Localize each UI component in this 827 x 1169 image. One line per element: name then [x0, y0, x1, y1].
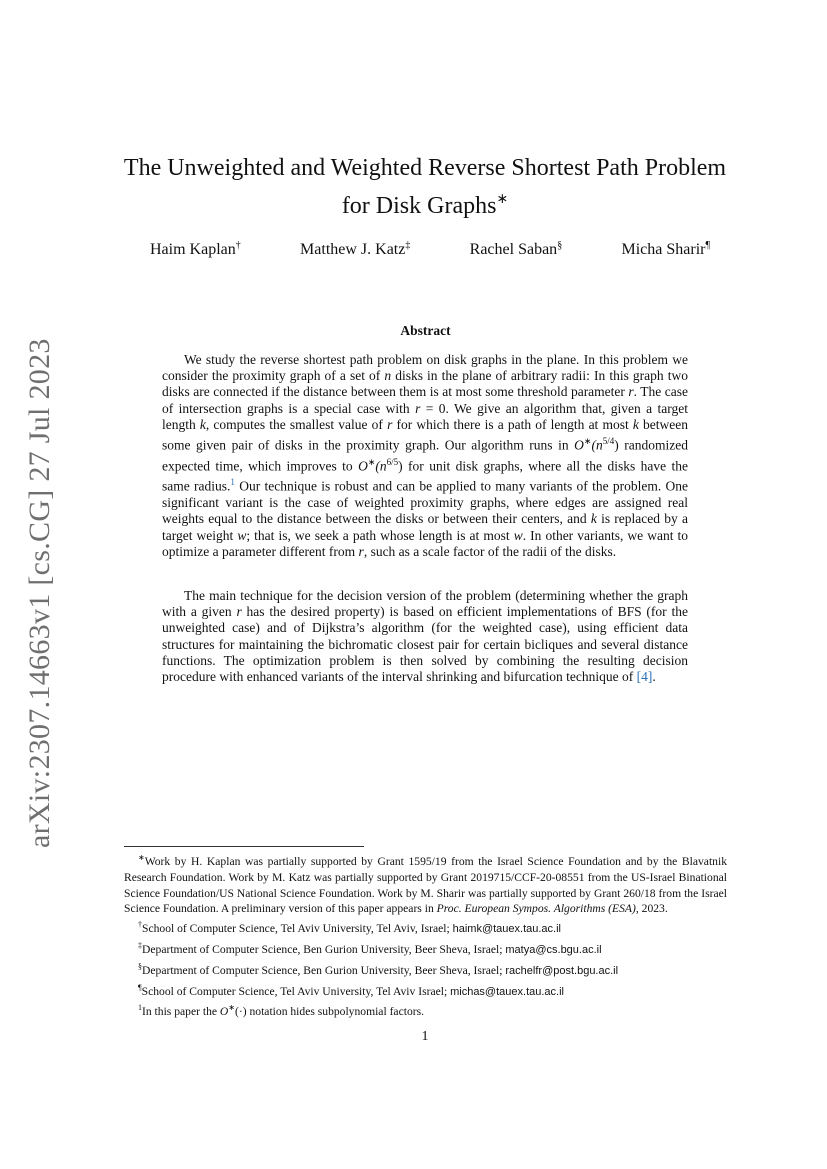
footnote-mark: 1: [138, 1003, 142, 1013]
abstract-paragraph-1: [162, 352, 688, 560]
footnote-mark: †: [138, 920, 142, 930]
math-var: (n: [375, 458, 387, 474]
text-run: .: [652, 669, 656, 685]
footnote-text: notation hides subpolynomial factors.: [246, 1005, 425, 1019]
footnote-affiliation: [124, 938, 727, 959]
text-run: = 0. We give an algorithm that, given a target length: [162, 400, 688, 432]
author-mark: ¶: [705, 240, 710, 251]
footnote-venue: Proc. European Sympos. Algorithms (ESA): [436, 902, 636, 916]
math-var: w: [237, 527, 247, 543]
author-name: Haim Kaplan: [150, 241, 236, 258]
text-run: disks in the plane of arbitrary radii: In this graph two disks are connected if the distance between them is at most some threshold parameter: [162, 368, 688, 400]
footnote-divider: [124, 846, 364, 847]
author: [300, 240, 410, 259]
math-var: O: [574, 437, 584, 453]
math-sup: ∗: [583, 436, 592, 447]
text-run: Our technique is robust and can be applied to many variants of the problem. One significant variant is the case of weighted proximity graphs, where edges are assigned real weights equal to the distance between the disks or between their centers, and: [162, 478, 688, 527]
text-run: ; that is, we seek a path whose length is at most: [246, 527, 514, 543]
math-var: k: [199, 416, 206, 432]
math-var: w: [513, 527, 523, 543]
text-run: for which there is a path of length at most: [392, 416, 633, 432]
email-address: rachelfr@post.bgu.ac.il: [505, 964, 619, 977]
footnote-affiliation: [124, 959, 727, 980]
math-var: n: [384, 368, 392, 384]
math-var: r: [387, 416, 393, 432]
email-address: matya@cs.bgu.ac.il: [505, 943, 602, 956]
email-address: michas@tauex.tau.ac.il: [450, 985, 564, 998]
math-var: k: [590, 511, 597, 527]
abstract-heading: Abstract: [400, 323, 451, 338]
author: [621, 240, 710, 259]
math-var: O: [219, 1005, 229, 1019]
author-mark: §: [557, 240, 563, 251]
author-name: Matthew J. Katz: [300, 241, 406, 258]
footnote-text: , 2023.: [635, 902, 668, 916]
math-sup: 6/5: [386, 456, 399, 467]
math-paren: ): [614, 437, 619, 453]
author-mark: ‡: [405, 240, 411, 251]
footnotes: [124, 850, 727, 1020]
footnote-link[interactable]: 1: [230, 477, 235, 488]
footnote-mark: ¶: [138, 982, 142, 992]
text-run: The main technique for the decision version of the problem (determining whether the graph with a given: [162, 588, 688, 620]
footnote-mark: ‡: [138, 940, 142, 950]
email-address: haimk@tauex.tau.ac.il: [452, 923, 561, 936]
text-run: . The case of intersection graphs is a special case with: [162, 384, 688, 416]
footnote-text: School of Computer Science, Tel Aviv University, Tel Aviv Israel;: [141, 984, 451, 998]
footnote-text: Department of Computer Science, Ben Gurion University, Beer Sheva, Israel;: [142, 963, 506, 977]
math-sup: ∗: [367, 456, 376, 467]
math-paren: ): [398, 458, 403, 474]
footnote-text: In this paper the: [142, 1005, 220, 1019]
author-list: [150, 240, 710, 259]
footnote-affiliation: [124, 980, 727, 1001]
text-run: , such as a scale factor of the radii of the disks.: [363, 543, 617, 559]
text-run: We study the reverse shortest path problem on disk graphs in the plane. In this problem we consider the proximity graph of a set of: [162, 352, 688, 384]
author-name: Micha Sharir: [621, 241, 706, 258]
paper-title: [100, 152, 750, 222]
abstract-paragraph-2: [162, 588, 688, 685]
footnote-mark: §: [138, 961, 142, 971]
math-var: r: [358, 543, 364, 559]
math-var: r: [415, 400, 421, 416]
footnote-funding: [124, 850, 727, 917]
footnote-text: Work by H. Kaplan was partially supported by Grant 1595/19 from the Israel Science Foundation and by the Blavatnik Research Foundation. Work by M. Katz was partially supported by Grant 2019715/CCF-20-08551 from the US-Israel Binational Science Foundation/US National Science Foundation. Work by M. Sharir was partially supported by Grant 260/18 from the Israel Science Foundation. A preliminary version of this paper appears in: [124, 855, 727, 916]
author: [150, 240, 241, 259]
footnote-notation: [124, 1000, 727, 1020]
math-sup: ∗: [228, 1003, 235, 1013]
math-var: O: [358, 458, 368, 474]
title-line-1: The Unweighted and Weighted Reverse Shortest Path Problem: [123, 155, 727, 181]
text-run: is replaced by a target weight: [162, 511, 688, 543]
author-mark: †: [235, 240, 241, 251]
title-line-2: [100, 184, 750, 222]
text-run: between some given pair of disks in the proximity graph. Our algorithm runs in: [162, 416, 688, 453]
footnote-affiliation: [124, 917, 727, 938]
arxiv-side-label: arXiv:2307.14663v1 [cs.CG] 27 Jul 2023: [23, 338, 56, 848]
math-sup: 5/4: [602, 436, 615, 447]
footnote-mark: ∗: [138, 853, 145, 862]
page-number: 1: [421, 1029, 429, 1044]
math-var: k: [632, 416, 639, 432]
title-line-2-text: for Disk Graphs: [341, 193, 497, 219]
math-var: (n: [591, 437, 603, 453]
text-run: has the desired property) is based on efficient implementations of BFS (for the unweighted case) and of Dijkstra’s algorithm (for the weighted case), using efficient data structures for maintaining the bichromatic closest pair for certain bicliques and several distance functions. The optimization problem is then solved by combining the resulting decision procedure with enhanced variants of the interval shrinking and bifurcation technique of: [162, 604, 688, 685]
text-run: randomized expected time, which improves to: [162, 437, 688, 474]
title-footnote-mark: ∗: [496, 192, 509, 207]
math-var: r: [236, 604, 242, 620]
footnote-text: School of Computer Science, Tel Aviv University, Tel Aviv, Israel;: [142, 922, 453, 936]
footnote-text: Department of Computer Science, Ben Gurion University, Beer Sheva, Israel;: [142, 942, 506, 956]
text-run: , computes the smallest value of: [205, 416, 388, 432]
author: [470, 240, 563, 259]
author-name: Rachel Saban: [469, 241, 558, 258]
math-paren: (·): [235, 1005, 247, 1019]
citation-link[interactable]: [4]: [636, 669, 653, 685]
text-run: . In other variants, we want to optimize a parameter different from: [162, 527, 689, 559]
math-var: r: [628, 384, 634, 400]
text-run: for unit disk graphs, where all the disks have the same radius.: [162, 458, 688, 494]
